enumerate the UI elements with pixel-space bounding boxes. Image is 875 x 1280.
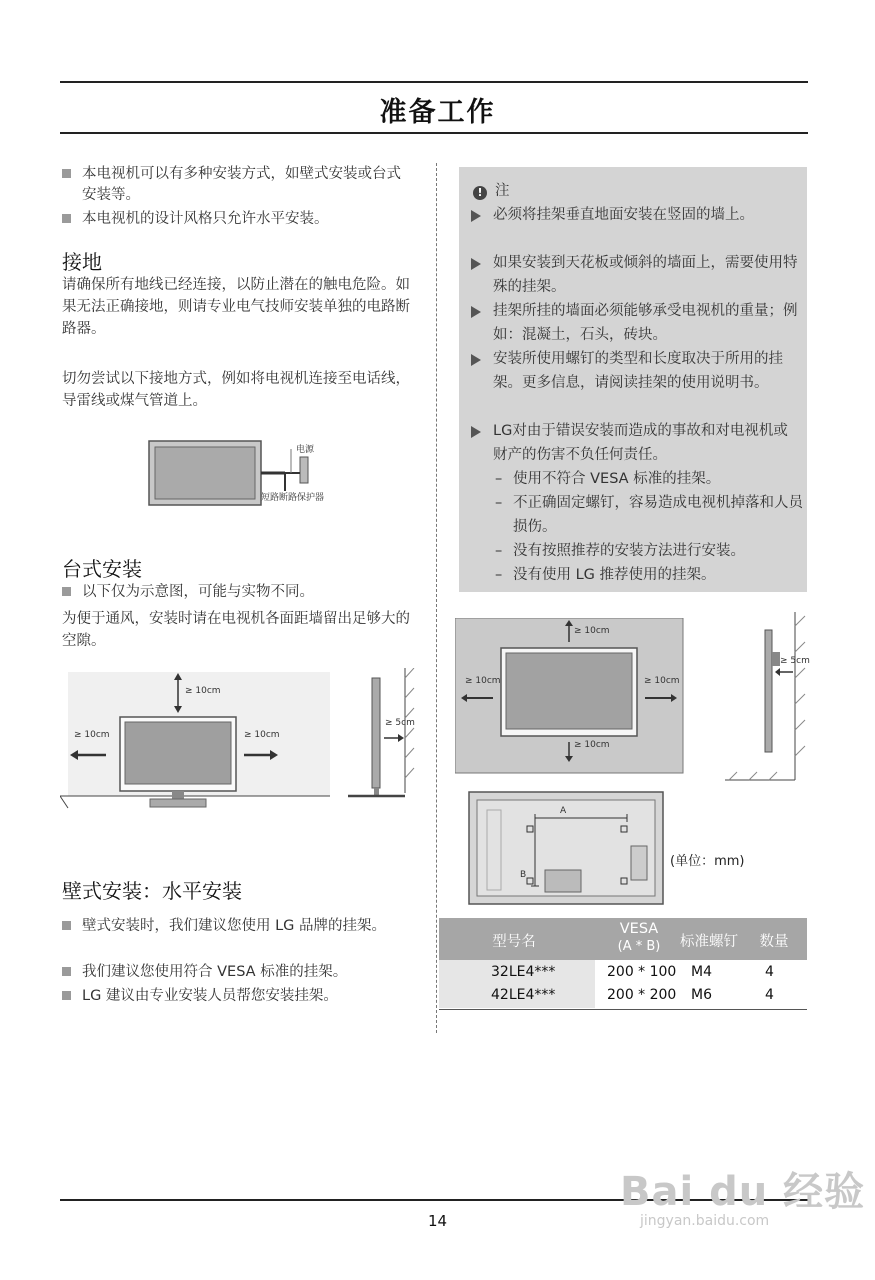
desktop-diagram — [60, 668, 420, 818]
header-vesa: VESA — [619, 921, 659, 937]
table-cell: M6 — [691, 987, 712, 1003]
header-bottom-rule — [60, 132, 808, 134]
wall-heading: 壁式安装：水平安装 — [62, 879, 242, 903]
note-sub-item: – 使用不符合 VESA 标准的挂架。 — [495, 471, 721, 487]
wall-bullet-3: LG 建议由专业安装人员帮您安装挂架。 — [62, 986, 412, 1007]
header-model: 型号名 — [492, 934, 536, 950]
note-item: 安装所使用螺钉的类型和长度取决于所用的挂架。更多信息，请阅读挂架的使用说明书。 — [471, 347, 799, 395]
triangle-bullet-icon — [471, 258, 481, 270]
desktop-heading: 台式安装 — [62, 557, 142, 581]
intro-bullet-2: 本电视机的设计风格只允许水平安装。 — [62, 209, 412, 230]
bullet-square — [62, 214, 71, 223]
intro-bullet-1: 本电视机可以有多种安装方式，如壁式安装或台式安装等。 — [62, 164, 412, 206]
desktop-left-gap-label: ≥ 10cm — [74, 730, 110, 740]
note-heading: ! 注 — [473, 179, 510, 200]
wall-bullet-1: 壁式安装时，我们建议您使用 LG 品牌的挂架。 — [62, 916, 412, 937]
note-box — [459, 167, 807, 592]
power-label: 电源 — [296, 445, 315, 455]
grounding-heading: 接地 — [62, 250, 102, 274]
wall-bottom-gap-label: ≥ 10cm — [574, 740, 610, 750]
wall-top-gap-label: ≥ 10cm — [574, 626, 610, 636]
note-item: 挂架所挂的墙面必须能够承受电视机的重量；例如：混凝土，石头，砖块。 — [471, 299, 799, 347]
exclamation-icon: ! — [473, 186, 487, 200]
wall-mount-side-diagram — [725, 612, 810, 784]
bullet-square — [62, 169, 71, 178]
wall-bullet-2: 我们建议您使用符合 VESA 标准的挂架。 — [62, 962, 412, 983]
desktop-bullet: 以下仅为示意图，可能与实物不同。 — [62, 582, 412, 603]
triangle-bullet-icon — [471, 354, 481, 366]
note-sub-item: – 没有按照推荐的安装方法进行安装。 — [495, 543, 745, 559]
wall-side-gap-label: ≥ 5cm — [780, 656, 810, 666]
page-title: 准备工作 — [379, 97, 496, 128]
table-bottom-rule — [439, 1009, 807, 1010]
table-cell: 4 — [765, 987, 774, 1003]
grounding-para-2: 切勿尝试以下接地方式，例如将电视机连接至电话线，导雷线或煤气管道上。 — [62, 371, 410, 409]
baidu-watermark: Bai du 经验 — [620, 1169, 866, 1215]
vesa-back-panel-diagram — [467, 790, 667, 908]
wall-left-gap-label: ≥ 10cm — [465, 676, 501, 686]
spec-table-header — [439, 918, 807, 960]
header-top-rule — [60, 81, 808, 83]
table-cell: 42LE4*** — [491, 987, 556, 1003]
table-cell: 200 * 100 — [607, 964, 677, 980]
desktop-side-gap-label: ≥ 5cm — [385, 718, 415, 728]
unit-label: (单位：mm) — [670, 854, 745, 869]
note-item: 必须将挂架垂直地面安装在竖固的墙上。 — [471, 203, 799, 227]
table-cell: 4 — [765, 964, 774, 980]
bullet-square — [62, 921, 71, 930]
bullet-square — [62, 967, 71, 976]
triangle-bullet-icon — [471, 210, 481, 222]
page-number: 14 — [427, 1212, 448, 1230]
grounding-para-1: 请确保所有地线已经连接，以防止潜在的触电危险。如果无法正确接地，则请专业电气技师安装单独的电路断路器。 — [62, 277, 410, 337]
bullet-square — [62, 587, 71, 596]
baidu-watermark-url: jingyan.baidu.com — [640, 1213, 770, 1229]
bullet-square — [62, 991, 71, 1000]
table-cell: 32LE4*** — [491, 964, 556, 980]
note-item: LG对由于错误安装而造成的事故和对电视机或财产的伤害不负任何责任。 — [471, 419, 799, 467]
wall-mount-front-diagram — [455, 618, 685, 776]
vesa-b-label: B — [520, 870, 527, 880]
vesa-a-label: A — [560, 806, 567, 816]
triangle-bullet-icon — [471, 426, 481, 438]
column-divider — [436, 163, 437, 1033]
header-vesa-ab: (A * B) — [617, 939, 661, 954]
header-screw: 标准螺钉 — [680, 934, 738, 950]
note-sub-item: – 不正确固定螺钉，容易造成电视机掉落和人员损伤。 — [495, 495, 803, 535]
desktop-top-gap-label: ≥ 10cm — [185, 686, 221, 696]
desktop-right-gap-label: ≥ 10cm — [244, 730, 280, 740]
header-qty: 数量 — [759, 934, 789, 950]
note-item: 如果安装到天花板或倾斜的墙面上，需要使用特殊的挂架。 — [471, 251, 799, 299]
note-sub-item: – 没有使用 LG 推荐使用的挂架。 — [495, 567, 716, 583]
spec-table-body — [439, 960, 807, 1008]
breaker-label: 短路断路保护器 — [261, 493, 325, 503]
table-cell: M4 — [691, 964, 712, 980]
wall-right-gap-label: ≥ 10cm — [644, 676, 680, 686]
desktop-para: 为便于通风，安装时请在电视机各面距墙留出足够大的空隙。 — [62, 611, 410, 649]
table-cell: 200 * 200 — [607, 987, 677, 1003]
triangle-bullet-icon — [471, 306, 481, 318]
